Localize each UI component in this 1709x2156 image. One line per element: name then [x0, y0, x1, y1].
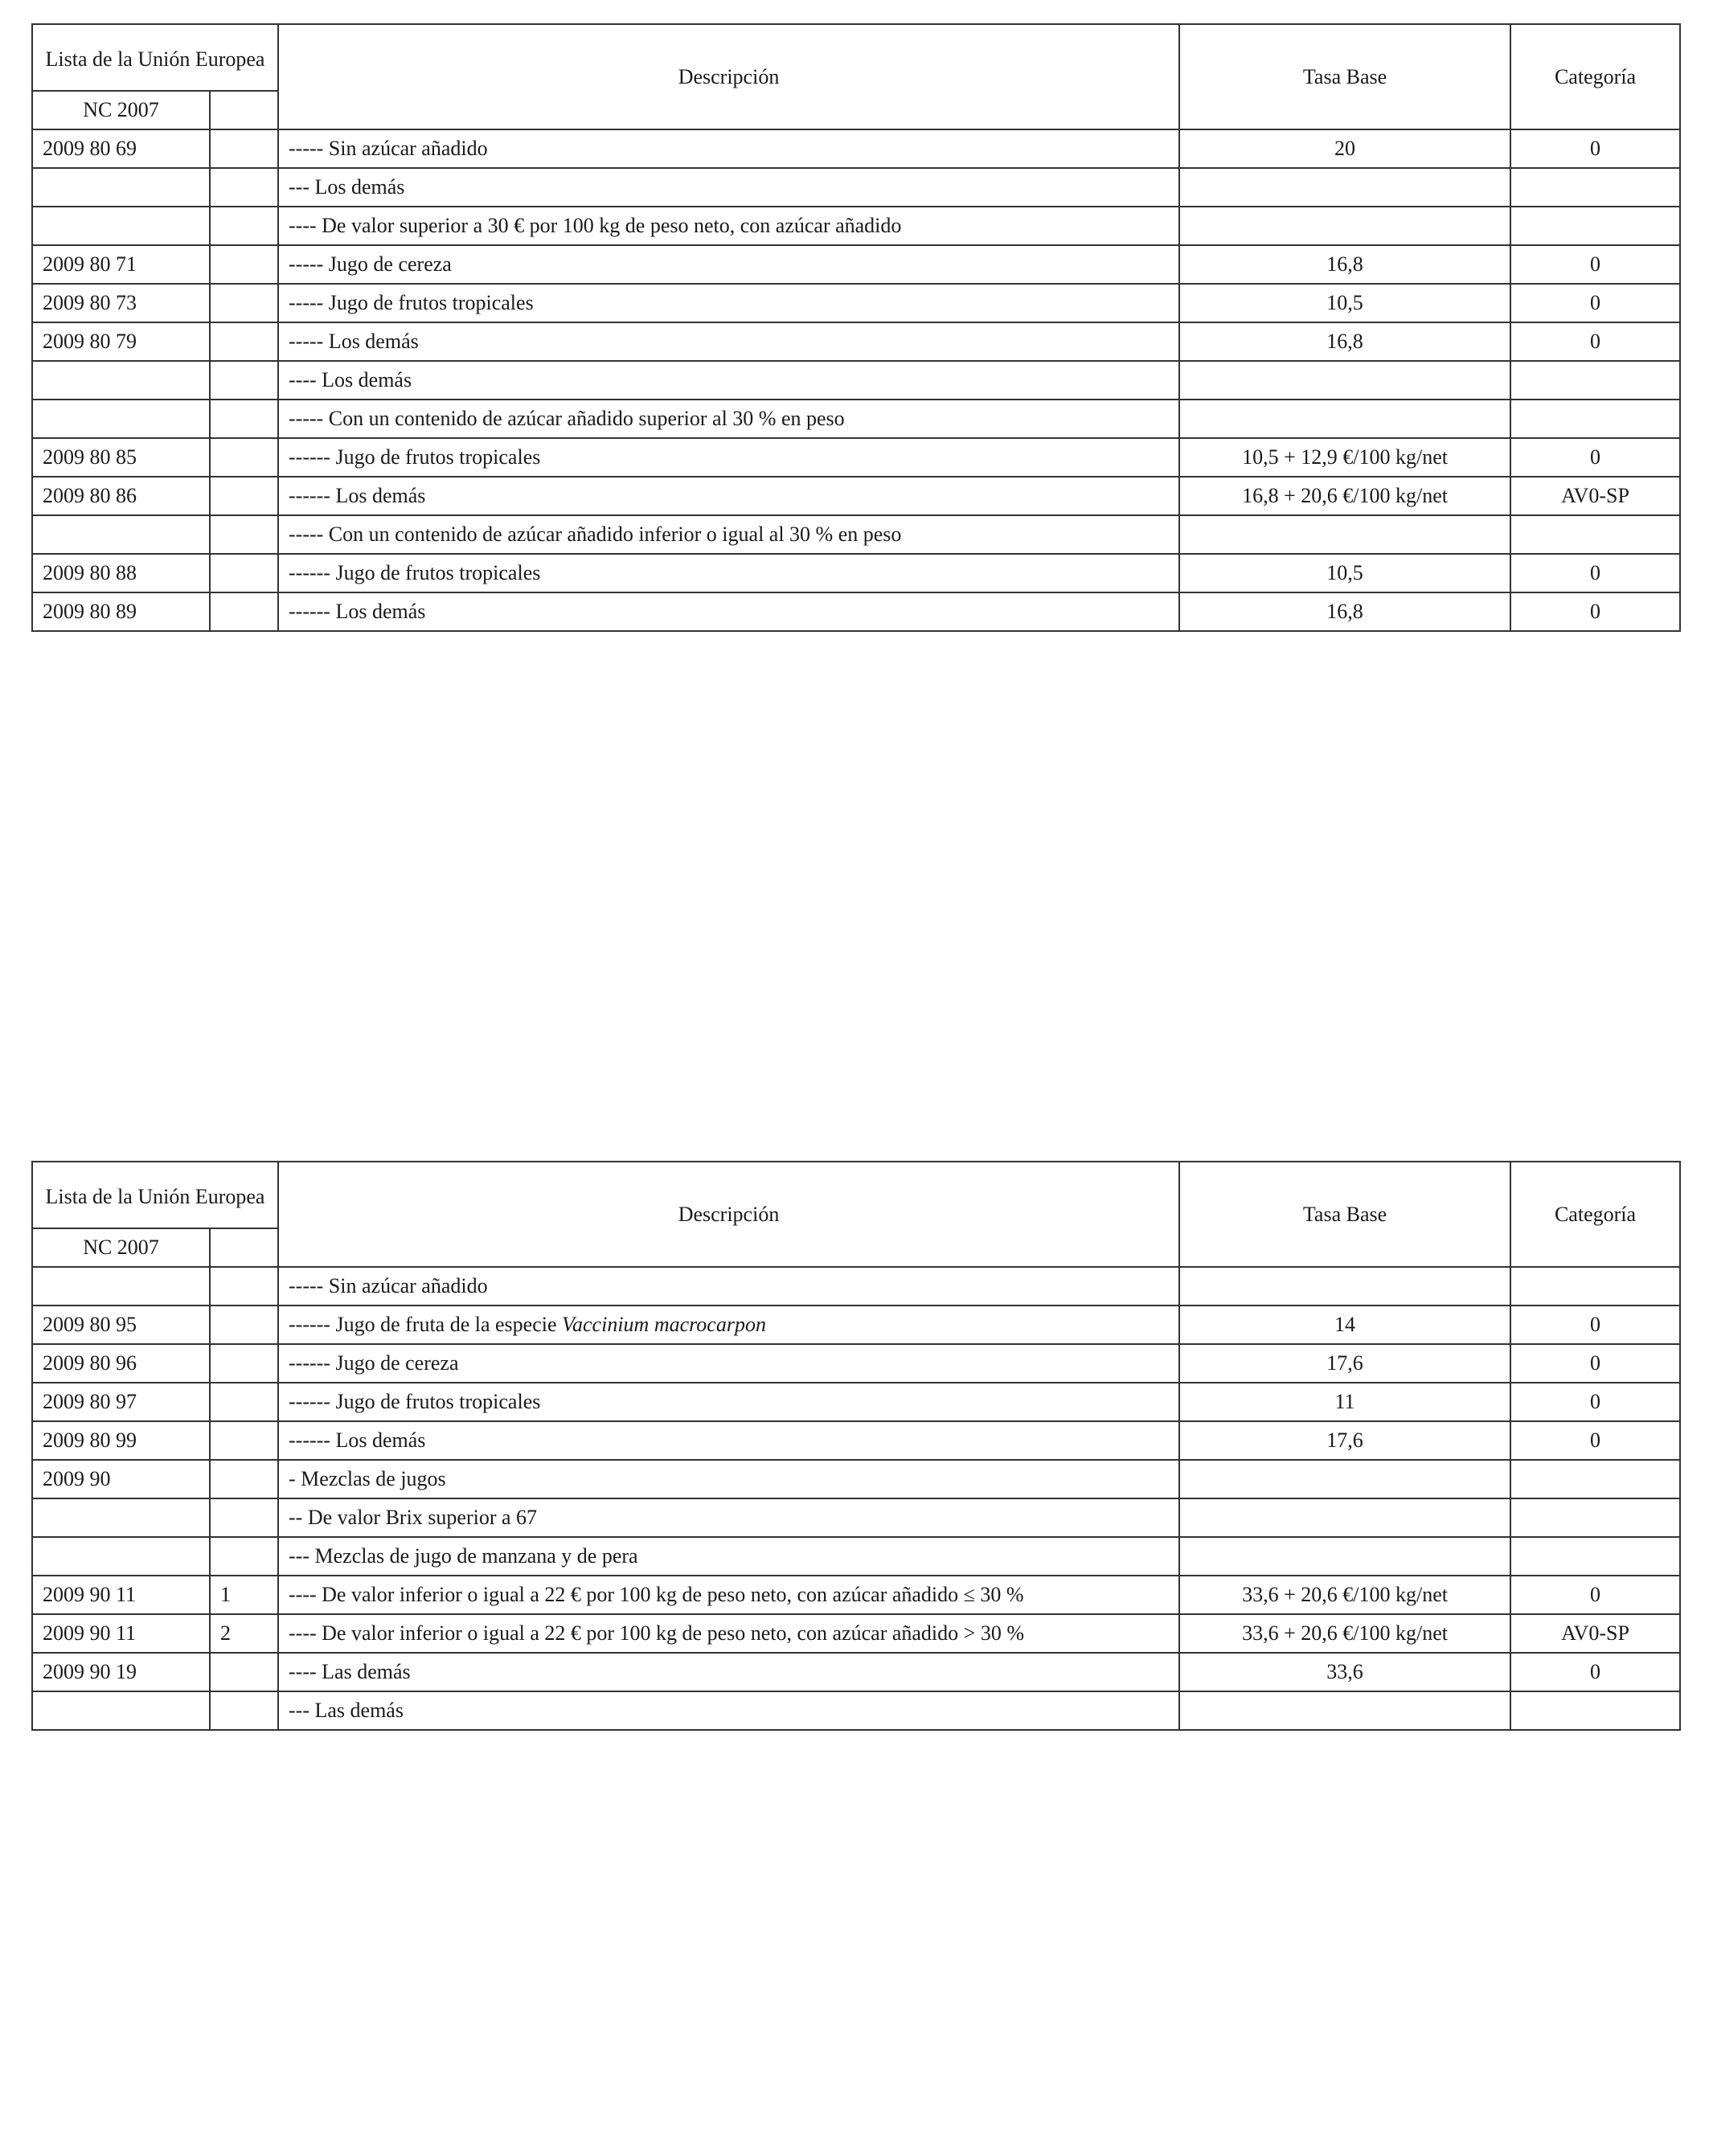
cell-description	[278, 592, 1179, 631]
cell-sub-number	[210, 361, 278, 400]
table-row	[32, 207, 1680, 245]
table-row	[32, 1653, 1680, 1691]
table-body	[32, 129, 1680, 631]
cell-description	[278, 1498, 1179, 1537]
cell-description	[278, 1691, 1179, 1730]
cell-nc-code: 2009 80 79	[32, 322, 210, 361]
cell-base-rate	[1179, 207, 1510, 245]
cell-base-rate: 17,6	[1179, 1344, 1510, 1383]
cell-description	[278, 361, 1179, 400]
table-row	[32, 515, 1680, 554]
cell-category	[1510, 1537, 1680, 1576]
description-text: ---- Las demás	[289, 1660, 411, 1684]
cell-sub-number: 1	[210, 1576, 278, 1614]
header-description: Descripción	[278, 1162, 1179, 1267]
cell-sub-number	[210, 515, 278, 554]
cell-sub-number	[210, 284, 278, 322]
header-nc: NC 2007	[32, 91, 210, 129]
cell-nc-code	[32, 207, 210, 245]
cell-description	[278, 477, 1179, 515]
cell-description	[278, 322, 1179, 361]
cell-nc-code: 2009 90 11	[32, 1576, 210, 1614]
table-row	[32, 1305, 1680, 1344]
header-list-eu: Lista de la Unión Europea	[32, 1162, 278, 1228]
cell-category: 0	[1510, 129, 1680, 168]
cell-nc-code: 2009 80 69	[32, 129, 210, 168]
cell-nc-code	[32, 515, 210, 554]
cell-category: 0	[1510, 554, 1680, 592]
cell-base-rate: 16,8 + 20,6 €/100 kg/net	[1179, 477, 1510, 515]
description-text: ----- Sin azúcar añadido	[289, 137, 488, 161]
tariff-table-1	[31, 23, 1681, 632]
cell-nc-code: 2009 80 95	[32, 1305, 210, 1344]
table-row	[32, 1344, 1680, 1383]
cell-category: 0	[1510, 1421, 1680, 1460]
cell-description	[278, 554, 1179, 592]
header-nc: NC 2007	[32, 1228, 210, 1267]
cell-description	[278, 1421, 1179, 1460]
cell-sub-number	[210, 1691, 278, 1730]
cell-sub-number	[210, 477, 278, 515]
table-row	[32, 477, 1680, 515]
description-text: ----- Jugo de cereza	[289, 252, 452, 277]
cell-category: 0	[1510, 284, 1680, 322]
description-text: ---- Los demás	[289, 368, 412, 392]
header-category: Categoría	[1510, 1162, 1680, 1267]
cell-sub-number	[210, 400, 278, 438]
cell-category: 0	[1510, 1576, 1680, 1614]
cell-base-rate: 33,6 + 20,6 €/100 kg/net	[1179, 1576, 1510, 1614]
description-text: ------ Jugo de frutos tropicales	[289, 445, 541, 469]
cell-description	[278, 207, 1179, 245]
cell-nc-code: 2009 90	[32, 1460, 210, 1498]
cell-category	[1510, 361, 1680, 400]
header-row	[32, 1162, 1680, 1228]
cell-base-rate	[1179, 1267, 1510, 1305]
table-row	[32, 284, 1680, 322]
cell-base-rate: 16,8	[1179, 322, 1510, 361]
description-text: ----- Los demás	[289, 330, 419, 354]
description-text: ----- Jugo de frutos tropicales	[289, 291, 534, 315]
description-italic-text: Vaccinium macrocarpon	[562, 1313, 766, 1337]
cell-nc-code: 2009 80 86	[32, 477, 210, 515]
cell-base-rate	[1179, 1498, 1510, 1537]
cell-description	[278, 1653, 1179, 1691]
cell-nc-code: 2009 80 73	[32, 284, 210, 322]
cell-base-rate: 16,8	[1179, 592, 1510, 631]
description-text: ----- Con un contenido de azúcar añadido inferior o igual al 30 % en peso	[289, 523, 902, 547]
table-row	[32, 1383, 1680, 1421]
table-row	[32, 554, 1680, 592]
table-row	[32, 1460, 1680, 1498]
cell-description	[278, 1267, 1179, 1305]
cell-description	[278, 129, 1179, 168]
cell-sub-number	[210, 129, 278, 168]
cell-description	[278, 1576, 1179, 1614]
cell-category: 0	[1510, 245, 1680, 284]
cell-description	[278, 515, 1179, 554]
cell-category: 0	[1510, 1305, 1680, 1344]
cell-category	[1510, 1460, 1680, 1498]
table-body	[32, 1267, 1680, 1730]
cell-nc-code	[32, 168, 210, 207]
cell-sub-number	[210, 1383, 278, 1421]
cell-base-rate: 14	[1179, 1305, 1510, 1344]
cell-category: AV0-SP	[1510, 477, 1680, 515]
cell-nc-code: 2009 80 97	[32, 1383, 210, 1421]
cell-base-rate: 17,6	[1179, 1421, 1510, 1460]
table-row	[32, 1267, 1680, 1305]
cell-nc-code	[32, 1537, 210, 1576]
description-text: ----- Con un contenido de azúcar añadido superior al 30 % en peso	[289, 407, 845, 431]
table-row	[32, 1421, 1680, 1460]
cell-nc-code: 2009 90 11	[32, 1614, 210, 1653]
table-row	[32, 1576, 1680, 1614]
cell-sub-number	[210, 1537, 278, 1576]
description-text: ------ Jugo de fruta de la especie	[289, 1313, 563, 1337]
description-text: --- Mezclas de jugo de manzana y de pera	[289, 1544, 638, 1568]
cell-sub-number	[210, 1498, 278, 1537]
table-row	[32, 400, 1680, 438]
table-row	[32, 438, 1680, 477]
header-description: Descripción	[278, 24, 1179, 129]
description-text: ------ Jugo de frutos tropicales	[289, 561, 541, 585]
cell-sub-number	[210, 322, 278, 361]
cell-category: 0	[1510, 1344, 1680, 1383]
cell-category: 0	[1510, 1383, 1680, 1421]
table-row	[32, 245, 1680, 284]
cell-category: 0	[1510, 1653, 1680, 1691]
tariff-table-2	[31, 1161, 1681, 1731]
cell-base-rate: 10,5	[1179, 284, 1510, 322]
cell-description	[278, 245, 1179, 284]
cell-category	[1510, 515, 1680, 554]
header-list-eu: Lista de la Unión Europea	[32, 24, 278, 91]
description-text: ------ Los demás	[289, 600, 426, 624]
cell-nc-code	[32, 400, 210, 438]
cell-nc-code	[32, 1267, 210, 1305]
cell-category	[1510, 207, 1680, 245]
table-row	[32, 1537, 1680, 1576]
cell-nc-code: 2009 90 19	[32, 1653, 210, 1691]
cell-sub-number	[210, 592, 278, 631]
cell-nc-code: 2009 80 99	[32, 1421, 210, 1460]
cell-base-rate: 10,5 + 12,9 €/100 kg/net	[1179, 438, 1510, 477]
cell-nc-code: 2009 80 89	[32, 592, 210, 631]
description-text: ---- De valor inferior o igual a 22 € por 100 kg de peso neto, con azúcar añadido ≤ 30 %	[289, 1583, 1024, 1607]
description-text: ------ Los demás	[289, 484, 426, 508]
cell-description	[278, 1537, 1179, 1576]
cell-sub-number	[210, 1267, 278, 1305]
cell-category: 0	[1510, 438, 1680, 477]
cell-description	[278, 284, 1179, 322]
cell-base-rate	[1179, 168, 1510, 207]
cell-nc-code: 2009 80 71	[32, 245, 210, 284]
cell-base-rate: 33,6 + 20,6 €/100 kg/net	[1179, 1614, 1510, 1653]
cell-category: AV0-SP	[1510, 1614, 1680, 1653]
cell-sub-number	[210, 207, 278, 245]
header-rate: Tasa Base	[1179, 24, 1510, 129]
table-row	[32, 1498, 1680, 1537]
cell-sub-number	[210, 438, 278, 477]
description-text: ---- De valor inferior o igual a 22 € por 100 kg de peso neto, con azúcar añadido > 30 %	[289, 1621, 1024, 1646]
cell-category	[1510, 1691, 1680, 1730]
cell-description	[278, 1383, 1179, 1421]
description-text: - Mezclas de jugos	[289, 1467, 446, 1491]
cell-description	[278, 1305, 1179, 1344]
cell-sub-number	[210, 168, 278, 207]
header-category: Categoría	[1510, 24, 1680, 129]
table-row	[32, 361, 1680, 400]
cell-base-rate	[1179, 1691, 1510, 1730]
cell-description	[278, 438, 1179, 477]
cell-sub-number: 2	[210, 1614, 278, 1653]
table-row	[32, 129, 1680, 168]
cell-category: 0	[1510, 592, 1680, 631]
header-sub-empty	[210, 1228, 278, 1267]
cell-base-rate: 20	[1179, 129, 1510, 168]
cell-sub-number	[210, 554, 278, 592]
cell-description	[278, 168, 1179, 207]
cell-sub-number	[210, 1344, 278, 1383]
cell-description	[278, 400, 1179, 438]
cell-sub-number	[210, 245, 278, 284]
description-text: ------ Los demás	[289, 1428, 426, 1453]
cell-base-rate	[1179, 1460, 1510, 1498]
cell-nc-code	[32, 1691, 210, 1730]
cell-nc-code: 2009 80 96	[32, 1344, 210, 1383]
cell-category	[1510, 1267, 1680, 1305]
cell-base-rate	[1179, 361, 1510, 400]
description-text: --- Los demás	[289, 175, 405, 199]
description-text: ------ Jugo de frutos tropicales	[289, 1390, 541, 1414]
description-text: -- De valor Brix superior a 67	[289, 1506, 538, 1530]
cell-description	[278, 1460, 1179, 1498]
table-row	[32, 322, 1680, 361]
table-row	[32, 1691, 1680, 1730]
table-row	[32, 168, 1680, 207]
header-row	[32, 24, 1680, 91]
cell-base-rate: 10,5	[1179, 554, 1510, 592]
cell-base-rate	[1179, 515, 1510, 554]
description-text: ----- Sin azúcar añadido	[289, 1274, 488, 1298]
cell-category: 0	[1510, 322, 1680, 361]
cell-category	[1510, 1498, 1680, 1537]
cell-base-rate	[1179, 1537, 1510, 1576]
cell-description	[278, 1344, 1179, 1383]
cell-category	[1510, 168, 1680, 207]
cell-sub-number	[210, 1653, 278, 1691]
cell-sub-number	[210, 1460, 278, 1498]
cell-base-rate: 33,6	[1179, 1653, 1510, 1691]
cell-sub-number	[210, 1421, 278, 1460]
cell-nc-code: 2009 80 88	[32, 554, 210, 592]
cell-description	[278, 1614, 1179, 1653]
header-sub-empty	[210, 91, 278, 129]
table-row	[32, 1614, 1680, 1653]
header-rate: Tasa Base	[1179, 1162, 1510, 1267]
cell-base-rate: 16,8	[1179, 245, 1510, 284]
description-text: --- Las demás	[289, 1699, 404, 1723]
cell-sub-number	[210, 1305, 278, 1344]
cell-category	[1510, 400, 1680, 438]
table-row	[32, 592, 1680, 631]
description-text: ---- De valor superior a 30 € por 100 kg de peso neto, con azúcar añadido	[289, 214, 902, 238]
cell-base-rate: 11	[1179, 1383, 1510, 1421]
cell-nc-code: 2009 80 85	[32, 438, 210, 477]
description-text: ------ Jugo de cereza	[289, 1351, 459, 1375]
cell-nc-code	[32, 361, 210, 400]
cell-base-rate	[1179, 400, 1510, 438]
cell-nc-code	[32, 1498, 210, 1537]
